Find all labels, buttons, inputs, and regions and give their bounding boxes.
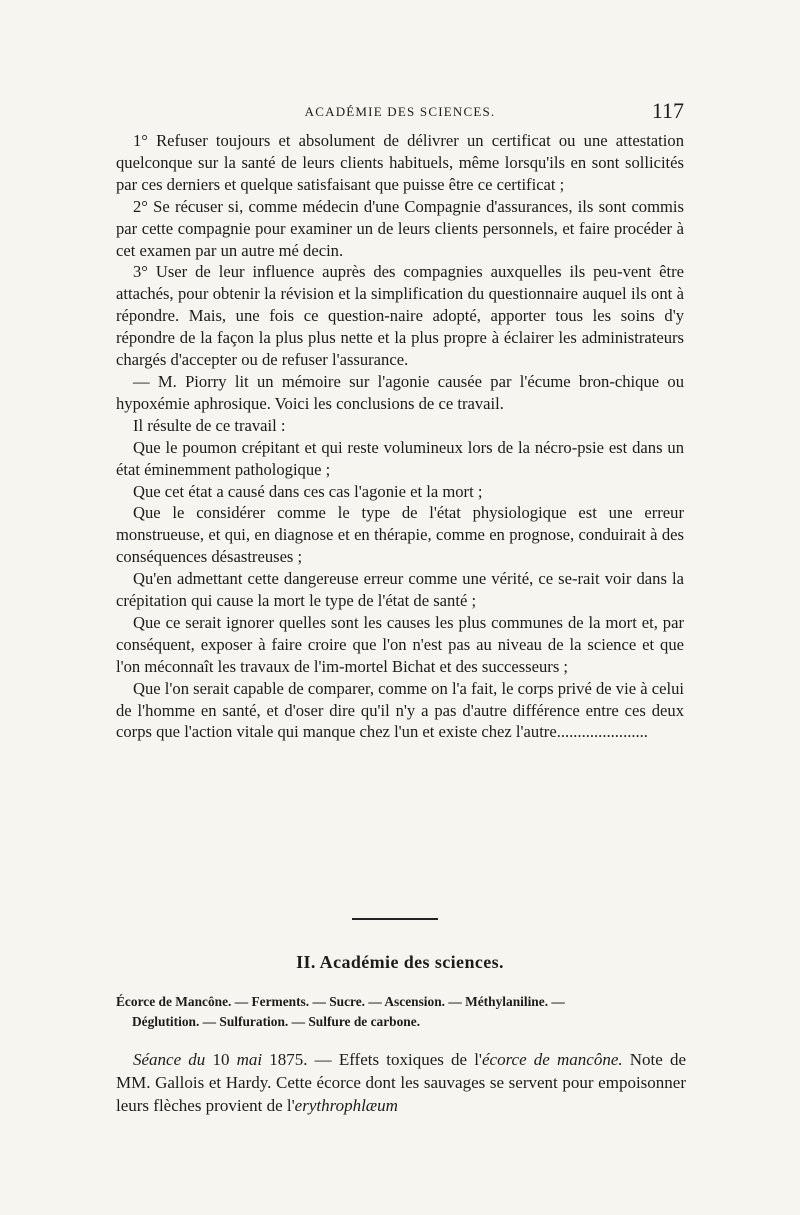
seance-day: 10 bbox=[212, 1050, 230, 1069]
paragraph-piorry: — M. Piorry lit un mémoire sur l'agonie causée par l'écume bron-chique ou hypoxémie aphrosique. Voici les conclusions de ce travail. bbox=[116, 371, 684, 413]
seance-month: mai bbox=[236, 1050, 263, 1069]
paragraph-resulte: Il résulte de ce travail : bbox=[133, 415, 286, 435]
seance-paragraph bbox=[116, 1048, 686, 1117]
paragraph-conclusion-3: Que le considérer comme le type de l'état physiologique est une erreur monstrueuse, et qui, en diagnose et en thérapie, comme en prognose, conduirait à des conséquences désastreuses ; bbox=[116, 503, 684, 567]
paragraph-conclusion-5: Que ce serait ignorer quelles sont les causes les plus communes de la mort et, par conséquent, exposer à faire croire que l'on n'est pas au niveau de la science et que l'on méconnaît les travaux de l'im-mortel Bichat et des successeurs ; bbox=[116, 612, 684, 676]
paragraph-conclusion-1: Que le poumon crépitant et qui reste volumineux lors de la nécro-psie est dans un état éminemment pathologique ; bbox=[116, 437, 684, 479]
section-divider bbox=[352, 918, 438, 920]
paragraph-conclusion-2: Que cet état a causé dans ces cas l'agonie et la mort ; bbox=[133, 481, 483, 501]
section-title: II. Académie des sciences. bbox=[296, 952, 504, 972]
bark-name: écorce de mancône. bbox=[481, 1050, 623, 1069]
page-header bbox=[116, 98, 684, 124]
paragraph-conclusion-6: Que l'on serait capable de comparer, comme on l'a fait, le corps privé de vie à celui de l'homme en santé, et d'oser dire qu'il n'y a pas d'autre différence entre ces deux corps que l'action vitale qui manque chez l'un et existe chez l'autre...................... bbox=[116, 678, 684, 742]
running-title: ACADÉMIE DES SCIENCES. bbox=[304, 104, 496, 119]
paragraph-conclusion-4: Qu'en admettant cette dangereuse erreur comme une vérité, ce se-rait voir dans la crépitation qui cause la mort le type de l'état de santé ; bbox=[116, 569, 684, 611]
seance-label: Séance du bbox=[133, 1050, 206, 1069]
body-text bbox=[116, 130, 684, 743]
seance-body: Note de MM. Gallois et Hardy. Cette écorce dont les sauvages se servent pour empoisonner leurs flèches provient de l' bbox=[116, 1050, 687, 1115]
keywords-line-1: Écorce de Mancône. — Ferments. — Sucre. — Ascension. — Méthylaniline. — bbox=[116, 994, 565, 1009]
paragraph-refuser: 1° Refuser toujours et absolument de délivrer un certificat ou une attestation quelconque sur la santé de leurs clients habituels, même lorsqu'ils en sont sollicités par ces derniers et quelque satisfaisant que puisse être ce certificat ; bbox=[116, 131, 684, 194]
section-keywords bbox=[116, 992, 688, 1032]
paragraph-user-influence: 3° User de leur influence auprès des compagnies auxquelles ils peu-vent être attachés, pour obtenir la révision et la simplification du questionnaire auquel ils ont à répondre. Mais, une fois ce question-naire adopté, apporter tous les soins d'y répondre de la façon la plus plus nette et la plus propre à éclairer les administrateurs chargés d'accepter ou de refuser l'assurance. bbox=[116, 262, 684, 370]
seance-year: 1875. — Effets toxiques de l' bbox=[269, 1050, 482, 1069]
page-number: 117 bbox=[651, 98, 684, 123]
keywords-line-2: Déglutition. — Sulfuration. — Sulfure de carbone. bbox=[132, 1014, 421, 1029]
paragraph-recuser: 2° Se récuser si, comme médecin d'une Compagnie d'assurances, ils sont commis par cette compagnie pour examiner un de leurs clients personnels, et faire procéder à cet examen par un autre mé decin. bbox=[116, 196, 684, 260]
seance-text bbox=[116, 1048, 686, 1117]
species-name: erythrophlæum bbox=[294, 1096, 398, 1115]
